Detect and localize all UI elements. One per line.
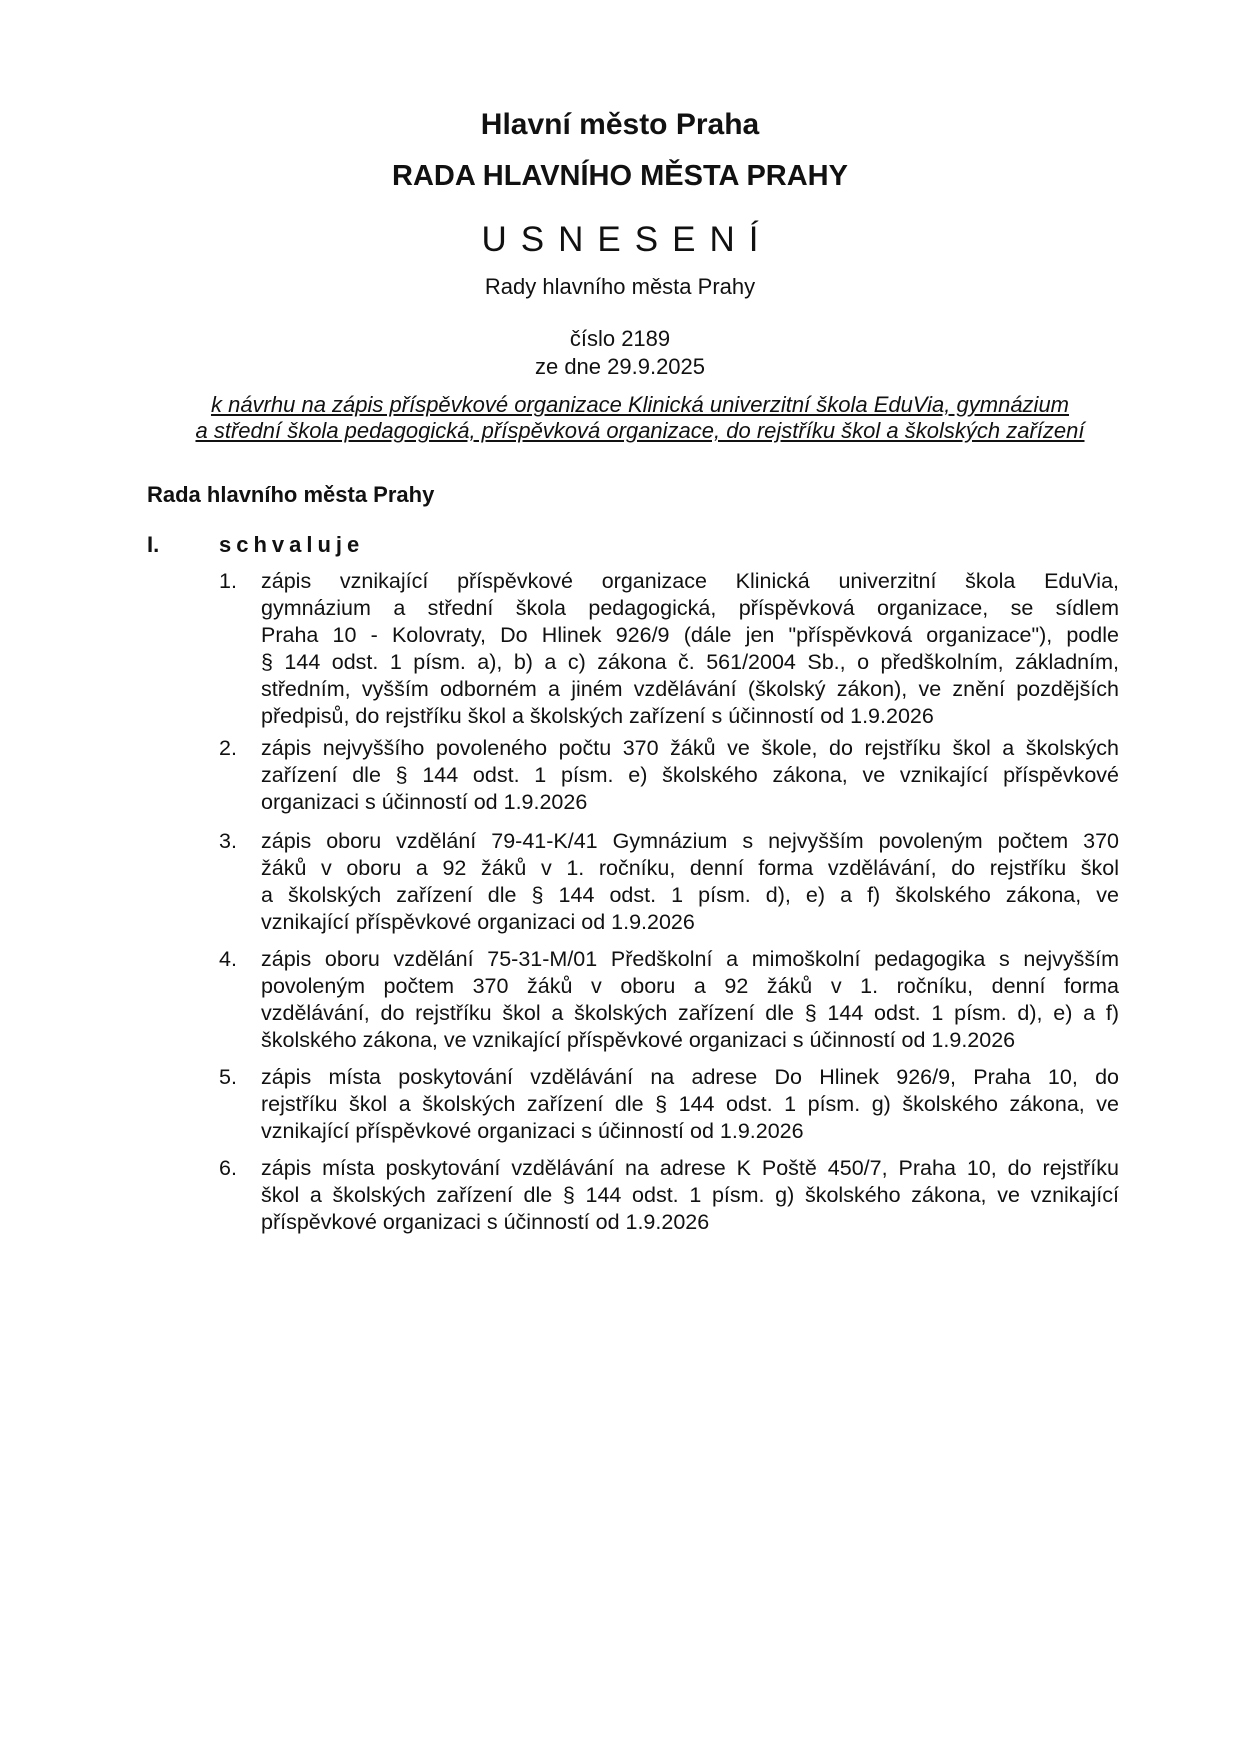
- resolution-item: [219, 946, 1119, 1054]
- item-line: předpisů, do rejstříku škol a školských zařízení s účinností od 1.9.2026: [261, 704, 934, 728]
- item-number: 4.: [219, 947, 237, 971]
- item-line: zápis oboru vzdělání 79-41-K/41 Gymnázium s nejvyšším povoleným počtem 370: [261, 829, 1119, 853]
- item-line: gymnázium a střední škola pedagogická, příspěvková organizace, se sídlem: [261, 596, 1119, 620]
- item-line: § 144 odst. 1 písm. a), b) a c) zákona č. 561/2004 Sb., o předškolním, základním,: [261, 650, 1119, 674]
- item-line: zápis nejvyššího povoleného počtu 370 žáků ve škole, do rejstříku škol a školských: [261, 736, 1119, 760]
- resolution-item: [219, 828, 1119, 936]
- item-number: 5.: [219, 1065, 237, 1089]
- resolution-item: [219, 568, 1119, 730]
- resolution-item: [219, 1064, 1119, 1145]
- resolution-date: ze dne 29.9.2025: [534, 354, 706, 379]
- item-line: vznikající příspěvkové organizaci s účinností od 1.9.2026: [261, 1119, 804, 1143]
- item-line: rejstříku škol a školských zařízení dle § 144 odst. 1 písm. g) školského zákona, ve: [261, 1092, 1119, 1116]
- item-line: a školských zařízení dle § 144 odst. 1 písm. d), e) a f) školského zákona, ve: [261, 883, 1119, 907]
- item-line: škol a školských zařízení dle § 144 odst. 1 písm. g) školského zákona, ve vznikající: [261, 1183, 1119, 1207]
- subject-line: k návrhu na zápis příspěvkové organizace Klinická univerzitní škola EduVia, gymnázium: [210, 392, 1070, 417]
- section-verb: schvaluje: [219, 532, 365, 557]
- document-subtitle: Rady hlavního města Prahy: [484, 274, 756, 299]
- item-line: zápis místa poskytování vzdělávání na adrese K Poště 450/7, Praha 10, do rejstříku: [261, 1156, 1119, 1180]
- document-type-title: USNESENÍ: [481, 220, 773, 259]
- resolution-item: [219, 1155, 1119, 1236]
- item-line: zápis místa poskytování vzdělávání na adrese Do Hlinek 926/9, Praha 10, do: [261, 1065, 1119, 1089]
- council-heading: RADA HLAVNÍHO MĚSTA PRAHY: [392, 160, 848, 192]
- item-line: zápis oboru vzdělání 75-31-M/01 Předškolní a mimoškolní pedagogika s nejvyšším: [261, 947, 1119, 971]
- item-number: 1.: [219, 569, 237, 593]
- item-line: žáků v oboru a 92 žáků v 1. ročníku, denní forma vzdělávání, do rejstříku škol: [261, 856, 1119, 880]
- item-line: zápis vznikající příspěvkové organizace Klinická univerzitní škola EduVia,: [261, 569, 1119, 593]
- item-number: 6.: [219, 1156, 237, 1180]
- resolution-item: [219, 735, 1119, 816]
- item-line: Praha 10 - Kolovraty, Do Hlinek 926/9 (dále jen "příspěvková organizace"), podle: [261, 623, 1119, 647]
- issuing-body-label: Rada hlavního města Prahy: [147, 482, 435, 507]
- section-number: I.: [147, 532, 160, 557]
- item-line: zařízení dle § 144 odst. 1 písm. e) školského zákona, ve vznikající příspěvkové: [261, 763, 1119, 787]
- city-heading: Hlavní město Praha: [480, 108, 760, 141]
- item-line: školského zákona, ve vznikající příspěvkové organizaci s účinností od 1.9.2026: [261, 1028, 1016, 1052]
- item-line: vznikající příspěvkové organizaci od 1.9.2026: [261, 910, 695, 934]
- item-line: středním, vyšším odborném a jiném vzdělávání (školský zákon), ve znění pozdějších: [261, 677, 1119, 701]
- item-line: povoleným počtem 370 žáků v oboru a 92 žáků v 1. ročníku, denní forma: [261, 974, 1119, 998]
- item-line: vzdělávání, do rejstříku škol a školských zařízení dle § 144 odst. 1 písm. d), e) a f): [261, 1001, 1119, 1025]
- item-line: příspěvkové organizaci s účinností od 1.9.2026: [261, 1210, 710, 1234]
- subject-line: a střední škola pedagogická, příspěvková organizace, do rejstříku škol a školských zařízení: [195, 418, 1085, 443]
- item-number: 3.: [219, 829, 237, 853]
- resolution-subject: [160, 392, 1120, 444]
- item-number: 2.: [219, 736, 237, 760]
- resolution-number: číslo 2189: [569, 326, 671, 351]
- item-line: organizaci s účinností od 1.9.2026: [261, 790, 588, 814]
